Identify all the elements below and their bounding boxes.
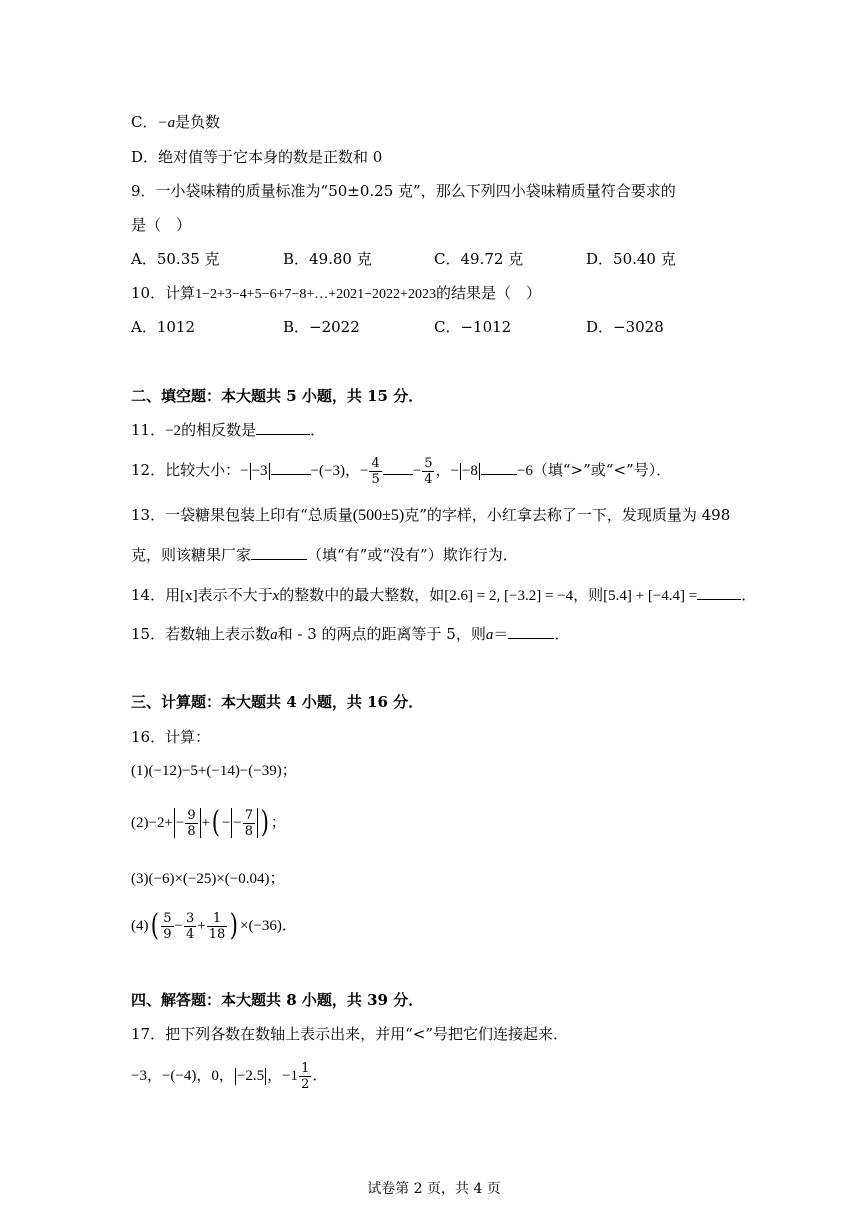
q9-option-d: D．50.40 克 xyxy=(586,250,676,268)
q16-part-2: (2)−2+ − $\frac{9}{8}$ +( − − $\frac{7}{8}$ ) ； xyxy=(131,805,286,840)
section-3-heading: 三、计算题：本大题共 4 小题，共 16 分． xyxy=(131,693,424,711)
q14: 14．用[x]表示不大于x的整数中的最大整数，如[2.6] = 2, [−3.2] = −4，则[5.4] + [−4.4] = ． xyxy=(131,586,757,604)
q9-option-b: B．49.80 克 xyxy=(283,250,372,268)
q16-part-1: (1)(−12)−5+(−14)−(−39)； xyxy=(131,763,297,779)
q8-option-d: D．绝对值等于它本身的数是正数和 0 xyxy=(131,148,383,166)
q15-blank[interactable] xyxy=(508,624,554,639)
q12-blank-1[interactable] xyxy=(271,460,311,475)
q9-stem-end: 是（ ） xyxy=(131,216,192,234)
q16-stem: 16．计算： xyxy=(131,728,211,746)
q12-blank-2[interactable] xyxy=(383,460,413,475)
q16-part-4: (4)( $\frac{5}{9}$ − $\frac{3}{4}$ + $\frac{1}{18}$ ) ×(−36)． xyxy=(131,908,297,943)
q13-line-1: 13．一袋糖果包装上印有“总质量(500±5)克”的字样，小红拿去称了一下，发现质量为 498 xyxy=(131,506,731,524)
q9-option-a: A．50.35 克 xyxy=(131,250,220,268)
q10-stem: 10．计算1−2+3−4+5−6+7−8+…+2021−2022+2023的结果是（ ） xyxy=(131,284,541,302)
q10-option-c: C．−1012 xyxy=(434,318,512,336)
q11-blank[interactable] xyxy=(256,420,310,435)
q13-blank[interactable] xyxy=(251,545,307,560)
q11: 11．−2的相反数是 ． xyxy=(131,421,326,439)
q12-blank-3[interactable] xyxy=(481,460,517,475)
q8-option-c: C．−a是负数 xyxy=(131,113,221,131)
q9-stem: 9．一小袋味精的质量标准为“50±0.25 克”，那么下列四小袋味精质量符合要求的 xyxy=(131,182,676,200)
q12: 12．比较大小：− −3 −(−3)，− $\frac{4}{5}$ − $\frac{5}{4}$ ，− −8 −6（填“>”或“<”号）． xyxy=(131,455,672,487)
section-2-heading: 二、填空题：本大题共 5 小题，共 15 分． xyxy=(131,387,424,405)
q10-option-a: A．1012 xyxy=(131,318,196,336)
q15: 15．若数轴上表示数a和 - 3 的两点的距离等于 5，则a＝ ． xyxy=(131,625,570,643)
q9-option-c: C．49.72 克 xyxy=(434,250,524,268)
q14-blank[interactable] xyxy=(697,585,741,600)
page-footer: 试卷第 2 页，共 4 页 xyxy=(367,1181,501,1197)
q10-option-b: B．−2022 xyxy=(283,318,360,336)
section-4-heading: 四、解答题：本大题共 8 小题，共 39 分． xyxy=(131,991,424,1009)
q13-line-2: 克，则该糖果厂家 （填“有”或“没有”）欺诈行为． xyxy=(131,546,518,564)
q10-option-d: D．−3028 xyxy=(586,318,664,336)
q17-stem: 17．把下列各数在数轴上表示出来，并用“<”号把它们连接起来． xyxy=(131,1025,568,1043)
q16-part-3: (3)(−6)×(−25)×(−0.04)； xyxy=(131,871,285,887)
q17-numbers: −3，−(−4)，0， −2.5 ，−1 $\frac{1}{2}$ ． xyxy=(131,1060,328,1092)
